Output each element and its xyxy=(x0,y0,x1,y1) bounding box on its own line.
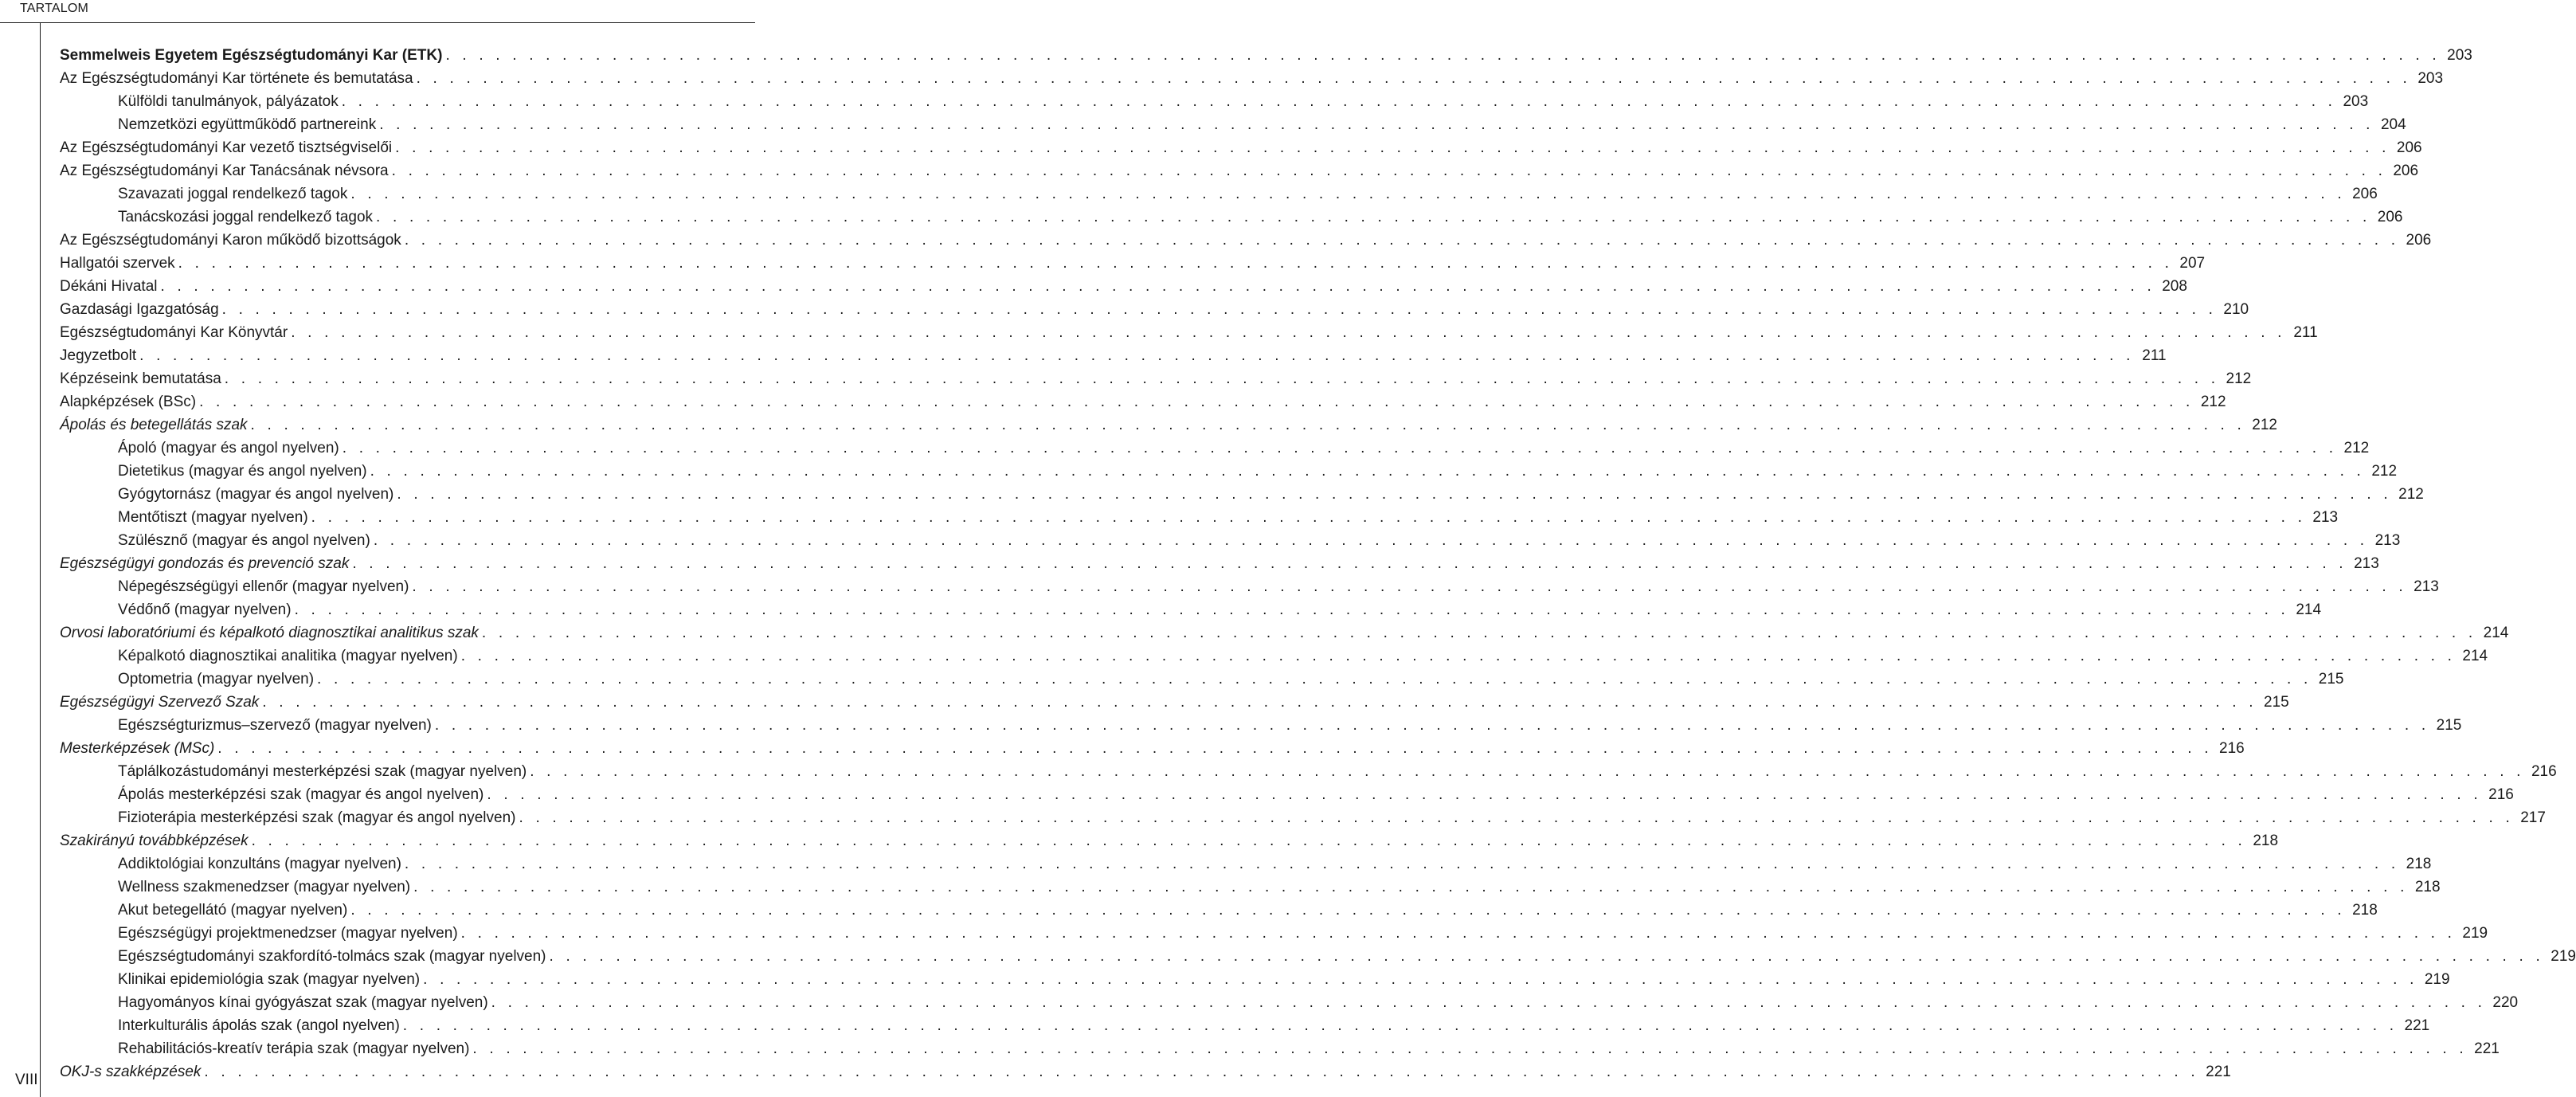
toc-entry-title: Az Egészségtudományi Kar Tanácsának névsora xyxy=(60,163,389,179)
toc-entry-title: Az Egészségtudományi Kar története és bemutatása xyxy=(60,70,413,87)
dot-leader: . . . . . . . . . . . . . . . . . . . . . . . . . . . . . . . . . . . . . . . . . . . . . . . . . . . . . . . . . . . . . . . . . . . . . . . . . . . . . . . . . . . . . . . . . . . . . . . . . . . . . . . . . . . . . . . . . . . . . . . . xyxy=(412,578,2407,595)
toc-entry-title: Dietetikus (magyar és angol nyelven) xyxy=(118,463,367,480)
toc-entry-page: 212 xyxy=(2226,370,2252,387)
dot-leader: . . . . . . . . . . . . . . . . . . . . . . . . . . . . . . . . . . . . . . . . . . . . . . . . . . . . . . . . . . . . . . . . . . . . . . . . . . . . . . . . . . . . . . . . . . . . . . . . . . . . . . . . . . . . . . . . . . . . . . . . xyxy=(250,417,2245,433)
toc-entry[interactable] xyxy=(60,44,2472,67)
dot-leader: . . . . . . . . . . . . . . . . . . . . . . . . . . . . . . . . . . . . . . . . . . . . . . . . . . . . . . . . . . . . . . . . . . . . . . . . . . . . . . . . . . . . . . . . . . . . . . . . . . . . . . . . . . . . . . . . . . . . . . . . xyxy=(487,786,2482,803)
toc-entry-title: Mesterképzések (MSc) xyxy=(60,740,215,757)
toc-entry[interactable] xyxy=(60,90,2369,113)
dot-leader: . . . . . . . . . . . . . . . . . . . . . . . . . . . . . . . . . . . . . . . . . . . . . . . . . . . . . . . . . . . . . . . . . . . . . . . . . . . . . . . . . . . . . . . . . . . . . . . . . . . . . . . . . . . . . . . . . . . . . . . . xyxy=(317,671,2312,688)
dot-leader: . . . . . . . . . . . . . . . . . . . . . . . . . . . . . . . . . . . . . . . . . . . . . . . . . . . . . . . . . . . . . . . . . . . . . . . . . . . . . . . . . . . . . . . . . . . . . . . . . . . . . . . . . . . . . . . . . . . . . . . . xyxy=(434,717,2430,734)
toc-entry-page: 221 xyxy=(2474,1040,2500,1057)
toc-entry-page: 206 xyxy=(2352,186,2378,202)
toc-entry-title: Interkulturális ápolás szak (angol nyelven) xyxy=(118,1017,400,1034)
toc-entry-page: 210 xyxy=(2223,301,2249,318)
section-header: TARTALOM xyxy=(20,2,89,15)
toc-entry-page: 203 xyxy=(2417,70,2444,87)
toc-entry-title: Optometria (magyar nyelven) xyxy=(118,671,315,688)
toc-entry-page: 218 xyxy=(2414,879,2441,895)
toc-entry[interactable] xyxy=(60,991,2519,1014)
toc-entry-title: Gyógytornász (magyar és angol nyelven) xyxy=(118,486,394,503)
toc-entry-page: 215 xyxy=(2436,717,2462,734)
dot-leader: . . . . . . . . . . . . . . . . . . . . . . . . . . . . . . . . . . . . . . . . . . . . . . . . . . . . . . . . . . . . . . . . . . . . . . . . . . . . . . . . . . . . . . . . . . . . . . . . . . . . . . . . . . . . . . . . . . . . . . . . xyxy=(350,186,2346,202)
toc-entry[interactable] xyxy=(60,806,2546,829)
toc-entry[interactable] xyxy=(60,206,2403,229)
toc-entry-title: Népegészségügyi ellenőr (magyar nyelven) xyxy=(118,578,409,595)
toc-entry[interactable] xyxy=(60,229,2432,252)
toc-entry[interactable] xyxy=(60,529,2401,552)
toc-entry-title: Szülésznő (magyar és angol nyelven) xyxy=(118,532,370,549)
toc-entry-title: Fizioterápia mesterképzési szak (magyar és angol nyelven) xyxy=(118,809,516,826)
toc-entry-title: Nemzetközi együttműködő partnereink xyxy=(118,116,377,133)
dot-leader: . . . . . . . . . . . . . . . . . . . . . . . . . . . . . . . . . . . . . . . . . . . . . . . . . . . . . . . . . . . . . . . . . . . . . . . . . . . . . . . . . . . . . . . . . . . . . . . . . . . . . . . . . . . . . . . . . . . . . . . . xyxy=(342,440,2338,456)
toc-entry-title: Az Egészségtudományi Kar vezető tisztségviselői xyxy=(60,139,393,156)
toc-entry[interactable] xyxy=(60,413,2277,437)
toc-entry-page: 219 xyxy=(2551,948,2576,965)
dot-leader: . . . . . . . . . . . . . . . . . . . . . . . . . . . . . . . . . . . . . . . . . . . . . . . . . . . . . . . . . . . . . . . . . . . . . . . . . . . . . . . . . . . . . . . . . . . . . . . . . . . . . . . . . . . . . . . . . . . . . . . . xyxy=(221,301,2218,318)
dot-leader: . . . . . . . . . . . . . . . . . . . . . . . . . . . . . . . . . . . . . . . . . . . . . . . . . . . . . . . . . . . . . . . . . . . . . . . . . . . . . . . . . . . . . . . . . . . . . . . . . . . . . . . . . . . . . . . . . . . . . . . . xyxy=(413,879,2409,895)
toc-entry[interactable] xyxy=(60,1060,2231,1083)
toc-entry-title: Egészségügyi gondozás és prevenció szak xyxy=(60,555,350,572)
toc-entry[interactable] xyxy=(60,644,2488,668)
dot-leader: . . . . . . . . . . . . . . . . . . . . . . . . . . . . . . . . . . . . . . . . . . . . . . . . . . . . . . . . . . . . . . . . . . . . . . . . . . . . . . . . . . . . . . . . . . . . . . . . . . . . . . . . . . . . . . . . . . . . . . . . xyxy=(376,209,2371,225)
dot-leader: . . . . . . . . . . . . . . . . . . . . . . . . . . . . . . . . . . . . . . . . . . . . . . . . . . . . . . . . . . . . . . . . . . . . . . . . . . . . . . . . . . . . . . . . . . . . . . . . . . . . . . . . . . . . . . . . . . . . . . . . xyxy=(224,370,2220,387)
toc-entry[interactable] xyxy=(60,852,2432,876)
toc-entry-page: 203 xyxy=(2447,47,2472,64)
page-number: VIII xyxy=(15,1072,38,1088)
dot-leader: . . . . . . . . . . . . . . . . . . . . . . . . . . . . . . . . . . . . . . . . . . . . . . . . . . . . . . . . . . . . . . . . . . . . . . . . . . . . . . . . . . . . . . . . . . . . . . . . . . . . . . . . . . . . . . . . . . . . . . . . xyxy=(294,601,2290,618)
dot-leader: . . . . . . . . . . . . . . . . . . . . . . . . . . . . . . . . . . . . . . . . . . . . . . . . . . . . . . . . . . . . . . . . . . . . . . . . . . . . . . . . . . . . . . . . . . . . . . . . . . . . . . . . . . . . . . . . . . . . . . . . xyxy=(472,1040,2468,1057)
toc-entry-title: Gazdasági Igazgatóság xyxy=(60,301,219,318)
toc-entry[interactable] xyxy=(60,437,2370,460)
toc-entry-title: Táplálkozástudományi mesterképzési szak (magyar nyelven) xyxy=(118,763,527,780)
toc-entry[interactable] xyxy=(60,668,2344,691)
dot-leader: . . . . . . . . . . . . . . . . . . . . . . . . . . . . . . . . . . . . . . . . . . . . . . . . . . . . . . . . . . . . . . . . . . . . . . . . . . . . . . . . . . . . . . . . . . . . . . . . . . . . . . . . . . . . . . . . . . . . . . . . xyxy=(423,971,2418,988)
dot-leader: . . . . . . . . . . . . . . . . . . . . . . . . . . . . . . . . . . . . . . . . . . . . . . . . . . . . . . . . . . . . . . . . . . . . . . . . . . . . . . . . . . . . . . . . . . . . . . . . . . . . . . . . . . . . . . . . . . . . . . . . xyxy=(352,555,2347,572)
toc-entry-title: Képalkotó diagnosztikai analitika (magyar nyelven) xyxy=(118,648,458,664)
toc-entry-title: Képzéseink bemutatása xyxy=(60,370,221,387)
toc-entry[interactable] xyxy=(60,899,2378,922)
toc-entry-page: 220 xyxy=(2492,994,2519,1011)
toc-entry[interactable] xyxy=(60,344,2167,367)
toc-entry-page: 211 xyxy=(2293,324,2318,341)
toc-entry-title: Rehabilitációs-kreatív terápia szak (magyar nyelven) xyxy=(118,1040,470,1057)
toc-entry-page: 219 xyxy=(2424,971,2450,988)
toc-entry[interactable] xyxy=(60,1037,2500,1060)
dot-leader: . . . . . . . . . . . . . . . . . . . . . . . . . . . . . . . . . . . . . . . . . . . . . . . . . . . . . . . . . . . . . . . . . . . . . . . . . . . . . . . . . . . . . . . . . . . . . . . . . . . . . . . . . . . . . . . . . . . . . . . . xyxy=(311,509,2307,526)
toc-entry[interactable] xyxy=(60,691,2289,714)
toc-entry-title: Egészségügyi projektmenedzser (magyar nyelven) xyxy=(118,925,458,942)
toc-entry-title: Az Egészségtudományi Karon működő bizottságok xyxy=(60,232,401,249)
toc-entry-title: Mentőtiszt (magyar nyelven) xyxy=(118,509,308,526)
toc-entry[interactable] xyxy=(60,252,2206,275)
dot-leader: . . . . . . . . . . . . . . . . . . . . . . . . . . . . . . . . . . . . . . . . . . . . . . . . . . . . . . . . . . . . . . . . . . . . . . . . . . . . . . . . . . . . . . . . . . . . . . . . . . . . . . . . . . . . . . . . . . . . . . . . xyxy=(481,625,2477,641)
toc-entry-page: 203 xyxy=(2343,93,2369,110)
toc-entry-title: Tanácskozási joggal rendelkező tagok xyxy=(118,209,374,225)
dot-leader: . . . . . . . . . . . . . . . . . . . . . . . . . . . . . . . . . . . . . . . . . . . . . . . . . . . . . . . . . . . . . . . . . . . . . . . . . . . . . . . . . . . . . . . . . . . . . . . . . . . . . . . . . . . . . . . . . . . . . . . . xyxy=(460,648,2457,664)
toc-entry[interactable] xyxy=(60,159,2419,182)
toc-entry-page: 218 xyxy=(2406,856,2432,872)
toc-entry-title: Dékáni Hivatal xyxy=(60,278,158,295)
toc-entry-title: Orvosi laboratóriumi és képalkotó diagnosztikai analitikus szak xyxy=(60,625,479,641)
dot-leader: . . . . . . . . . . . . . . . . . . . . . . . . . . . . . . . . . . . . . . . . . . . . . . . . . . . . . . . . . . . . . . . . . . . . . . . . . . . . . . . . . . . . . . . . . . . . . . . . . . . . . . . . . . . . . . . . . . . . . . . . xyxy=(445,47,2441,64)
toc-entry-page: 212 xyxy=(2252,417,2277,433)
dot-leader: . . . . . . . . . . . . . . . . . . . . . . . . . . . . . . . . . . . . . . . . . . . . . . . . . . . . . . . . . . . . . . . . . . . . . . . . . . . . . . . . . . . . . . . . . . . . . . . . . . . . . . . . . . . . . . . . . . . . . . . . xyxy=(139,347,2135,364)
toc-entry-page: 206 xyxy=(2393,163,2419,179)
toc-entry[interactable] xyxy=(60,113,2406,136)
toc-entry-title: Ápolás és betegellátás szak xyxy=(60,417,248,433)
toc-entry-page: 207 xyxy=(2179,255,2206,272)
toc-entry-page: 206 xyxy=(2406,232,2432,249)
dot-leader: . . . . . . . . . . . . . . . . . . . . . . . . . . . . . . . . . . . . . . . . . . . . . . . . . . . . . . . . . . . . . . . . . . . . . . . . . . . . . . . . . . . . . . . . . . . . . . . . . . . . . . . . . . . . . . . . . . . . . . . . xyxy=(395,139,2390,156)
toc-entry-page: 214 xyxy=(2483,625,2509,641)
dot-leader: . . . . . . . . . . . . . . . . . . . . . . . . . . . . . . . . . . . . . . . . . . . . . . . . . . . . . . . . . . . . . . . . . . . . . . . . . . . . . . . . . . . . . . . . . . . . . . . . . . . . . . . . . . . . . . . . . . . . . . . . xyxy=(379,116,2374,133)
toc-entry-title: Hallgatói szervek xyxy=(60,255,175,272)
toc-entry-page: 212 xyxy=(2200,394,2226,410)
toc-entry[interactable] xyxy=(60,460,2398,483)
toc-entry[interactable] xyxy=(60,876,2441,899)
dot-leader: . . . . . . . . . . . . . . . . . . . . . . . . . . . . . . . . . . . . . . . . . . . . . . . . . . . . . . . . . . . . . . . . . . . . . . . . . . . . . . . . . . . . . . . . . . . . . . . . . . . . . . . . . . . . . . . . . . . . . . . . xyxy=(341,93,2337,110)
toc-entry-page: 215 xyxy=(2318,671,2344,688)
header-rule xyxy=(0,22,755,23)
toc-entry-page: 208 xyxy=(2162,278,2187,295)
toc-entry-page: 213 xyxy=(2414,578,2439,595)
toc-entry-title: Szavazati joggal rendelkező tagok xyxy=(118,186,348,202)
toc-entry[interactable] xyxy=(60,67,2444,90)
toc-entry-page: 219 xyxy=(2462,925,2488,942)
toc-entry-title: Jegyzetbolt xyxy=(60,347,137,364)
dot-leader: . . . . . . . . . . . . . . . . . . . . . . . . . . . . . . . . . . . . . . . . . . . . . . . . . . . . . . . . . . . . . . . . . . . . . . . . . . . . . . . . . . . . . . . . . . . . . . . . . . . . . . . . . . . . . . . . . . . . . . . . xyxy=(391,163,2387,179)
toc-entry-title: Egészségtudományi szakfordító-tolmács szak (magyar nyelven) xyxy=(118,948,546,965)
toc-entry-title: OKJ-s szakképzések xyxy=(60,1064,202,1080)
toc-entry-title: Egészségtudományi Kar Könyvtár xyxy=(60,324,288,341)
toc-entry[interactable] xyxy=(60,945,2576,968)
dot-leader: . . . . . . . . . . . . . . . . . . . . . . . . . . . . . . . . . . . . . . . . . . . . . . . . . . . . . . . . . . . . . . . . . . . . . . . . . . . . . . . . . . . . . . . . . . . . . . . . . . . . . . . . . . . . . . . . . . . . . . . . xyxy=(402,1017,2398,1034)
toc-entry-page: 212 xyxy=(2371,463,2398,480)
dot-leader: . . . . . . . . . . . . . . . . . . . . . . . . . . . . . . . . . . . . . . . . . . . . . . . . . . . . . . . . . . . . . . . . . . . . . . . . . . . . . . . . . . . . . . . . . . . . . . . . . . . . . . . . . . . . . . . . . . . . . . . . xyxy=(460,925,2457,942)
toc-entry-title: Szakirányú továbbképzések xyxy=(60,833,249,849)
toc-entry-page: 214 xyxy=(2462,648,2488,664)
toc-entry-page: 216 xyxy=(2219,740,2245,757)
dot-leader: . . . . . . . . . . . . . . . . . . . . . . . . . . . . . . . . . . . . . . . . . . . . . . . . . . . . . . . . . . . . . . . . . . . . . . . . . . . . . . . . . . . . . . . . . . . . . . . . . . . . . . . . . . . . . . . . . . . . . . . . xyxy=(370,463,2366,480)
toc-entry[interactable] xyxy=(60,298,2249,321)
toc-entry[interactable] xyxy=(60,506,2339,529)
toc-entry[interactable] xyxy=(60,621,2509,644)
toc-entry-page: 213 xyxy=(2354,555,2379,572)
toc-entry[interactable] xyxy=(60,182,2378,206)
toc-entry[interactable] xyxy=(60,829,2279,852)
toc-entry-title: Egészségturizmus–szervező (magyar nyelven) xyxy=(118,717,432,734)
dot-leader: . . . . . . . . . . . . . . . . . . . . . . . . . . . . . . . . . . . . . . . . . . . . . . . . . . . . . . . . . . . . . . . . . . . . . . . . . . . . . . . . . . . . . . . . . . . . . . . . . . . . . . . . . . . . . . . . . . . . . . . . xyxy=(519,809,2514,826)
toc-entry[interactable] xyxy=(60,922,2488,945)
dot-leader: . . . . . . . . . . . . . . . . . . . . . . . . . . . . . . . . . . . . . . . . . . . . . . . . . . . . . . . . . . . . . . . . . . . . . . . . . . . . . . . . . . . . . . . . . . . . . . . . . . . . . . . . . . . . . . . . . . . . . . . . xyxy=(291,324,2286,341)
toc-entry[interactable] xyxy=(60,390,2226,413)
toc-entry[interactable] xyxy=(60,275,2187,298)
dot-leader: . . . . . . . . . . . . . . . . . . . . . . . . . . . . . . . . . . . . . . . . . . . . . . . . . . . . . . . . . . . . . . . . . . . . . . . . . . . . . . . . . . . . . . . . . . . . . . . . . . . . . . . . . . . . . . . . . . . . . . . . xyxy=(404,856,2400,872)
toc-entry-page: 204 xyxy=(2380,116,2406,133)
toc-entry-page: 212 xyxy=(2398,486,2424,503)
toc-entry[interactable] xyxy=(60,783,2514,806)
dot-leader: . . . . . . . . . . . . . . . . . . . . . . . . . . . . . . . . . . . . . . . . . . . . . . . . . . . . . . . . . . . . . . . . . . . . . . . . . . . . . . . . . . . . . . . . . . . . . . . . . . . . . . . . . . . . . . . . . . . . . . . . xyxy=(373,532,2369,549)
dot-leader: . . . . . . . . . . . . . . . . . . . . . . . . . . . . . . . . . . . . . . . . . . . . . . . . . . . . . . . . . . . . . . . . . . . . . . . . . . . . . . . . . . . . . . . . . . . . . . . . . . . . . . . . . . . . . . . . . . . . . . . . xyxy=(251,833,2247,849)
dot-leader: . . . . . . . . . . . . . . . . . . . . . . . . . . . . . . . . . . . . . . . . . . . . . . . . . . . . . . . . . . . . . . . . . . . . . . . . . . . . . . . . . . . . . . . . . . . . . . . . . . . . . . . . . . . . . . . . . . . . . . . . xyxy=(262,694,2257,711)
toc-entry-page: 218 xyxy=(2253,833,2279,849)
dot-leader: . . . . . . . . . . . . . . . . . . . . . . . . . . . . . . . . . . . . . . . . . . . . . . . . . . . . . . . . . . . . . . . . . . . . . . . . . . . . . . . . . . . . . . . . . . . . . . . . . . . . . . . . . . . . . . . . . . . . . . . . xyxy=(178,255,2174,272)
dot-leader: . . . . . . . . . . . . . . . . . . . . . . . . . . . . . . . . . . . . . . . . . . . . . . . . . . . . . . . . . . . . . . . . . . . . . . . . . . . . . . . . . . . . . . . . . . . . . . . . . . . . . . . . . . . . . . . . . . . . . . . . xyxy=(217,740,2213,757)
toc-entry-title: Hagyományos kínai gyógyászat szak (magyar nyelven) xyxy=(118,994,488,1011)
toc-entry-page: 215 xyxy=(2264,694,2289,711)
toc-entry[interactable] xyxy=(60,1014,2430,1037)
dot-leader: . . . . . . . . . . . . . . . . . . . . . . . . . . . . . . . . . . . . . . . . . . . . . . . . . . . . . . . . . . . . . . . . . . . . . . . . . . . . . . . . . . . . . . . . . . . . . . . . . . . . . . . . . . . . . . . . . . . . . . . . xyxy=(204,1064,2199,1080)
margin-rule xyxy=(40,22,41,1097)
toc-entry-title: Ápolás mesterképzési szak (magyar és angol nyelven) xyxy=(118,786,484,803)
dot-leader: . . . . . . . . . . . . . . . . . . . . . . . . . . . . . . . . . . . . . . . . . . . . . . . . . . . . . . . . . . . . . . . . . . . . . . . . . . . . . . . . . . . . . . . . . . . . . . . . . . . . . . . . . . . . . . . . . . . . . . . . xyxy=(404,232,2400,249)
dot-leader: . . . . . . . . . . . . . . . . . . . . . . . . . . . . . . . . . . . . . . . . . . . . . . . . . . . . . . . . . . . . . . . . . . . . . . . . . . . . . . . . . . . . . . . . . . . . . . . . . . . . . . . . . . . . . . . . . . . . . . . . xyxy=(530,763,2525,780)
toc-entry-page: 214 xyxy=(2296,601,2322,618)
toc-entry[interactable] xyxy=(60,968,2450,991)
toc-entry-page: 213 xyxy=(2374,532,2401,549)
dot-leader: . . . . . . . . . . . . . . . . . . . . . . . . . . . . . . . . . . . . . . . . . . . . . . . . . . . . . . . . . . . . . . . . . . . . . . . . . . . . . . . . . . . . . . . . . . . . . . . . . . . . . . . . . . . . . . . . . . . . . . . . xyxy=(160,278,2155,295)
toc-entry[interactable] xyxy=(60,136,2422,159)
toc-entry-title: Addiktológiai konzultáns (magyar nyelven) xyxy=(118,856,401,872)
toc-entry[interactable] xyxy=(60,552,2379,575)
toc-entry[interactable] xyxy=(60,737,2245,760)
toc-entry-page: 217 xyxy=(2520,809,2546,826)
toc-entry-page: 216 xyxy=(2531,763,2557,780)
toc-entry-page: 206 xyxy=(2396,139,2422,156)
dot-leader: . . . . . . . . . . . . . . . . . . . . . . . . . . . . . . . . . . . . . . . . . . . . . . . . . . . . . . . . . . . . . . . . . . . . . . . . . . . . . . . . . . . . . . . . . . . . . . . . . . . . . . . . . . . . . . . . . . . . . . . . xyxy=(416,70,2412,87)
toc-entry[interactable] xyxy=(60,575,2439,598)
toc-entry-title: Wellness szakmenedzser (magyar nyelven) xyxy=(118,879,411,895)
dot-leader: . . . . . . . . . . . . . . . . . . . . . . . . . . . . . . . . . . . . . . . . . . . . . . . . . . . . . . . . . . . . . . . . . . . . . . . . . . . . . . . . . . . . . . . . . . . . . . . . . . . . . . . . . . . . . . . . . . . . . . . . xyxy=(549,948,2544,965)
toc-entry-page: 216 xyxy=(2488,786,2514,803)
dot-leader: . . . . . . . . . . . . . . . . . . . . . . . . . . . . . . . . . . . . . . . . . . . . . . . . . . . . . . . . . . . . . . . . . . . . . . . . . . . . . . . . . . . . . . . . . . . . . . . . . . . . . . . . . . . . . . . . . . . . . . . . xyxy=(350,902,2346,919)
toc-entry-title: Egészségügyi Szervező Szak xyxy=(60,694,260,711)
toc-entry-title: Ápoló (magyar és angol nyelven) xyxy=(118,440,339,456)
toc-entry-title: Külföldi tanulmányok, pályázatok xyxy=(118,93,339,110)
dot-leader: . . . . . . . . . . . . . . . . . . . . . . . . . . . . . . . . . . . . . . . . . . . . . . . . . . . . . . . . . . . . . . . . . . . . . . . . . . . . . . . . . . . . . . . . . . . . . . . . . . . . . . . . . . . . . . . . . . . . . . . . xyxy=(199,394,2194,410)
toc-entry[interactable] xyxy=(60,367,2252,390)
toc-entry-page: 211 xyxy=(2142,347,2167,364)
toc-entry-page: 218 xyxy=(2352,902,2378,919)
dot-leader: . . . . . . . . . . . . . . . . . . . . . . . . . . . . . . . . . . . . . . . . . . . . . . . . . . . . . . . . . . . . . . . . . . . . . . . . . . . . . . . . . . . . . . . . . . . . . . . . . . . . . . . . . . . . . . . . . . . . . . . . xyxy=(491,994,2487,1011)
dot-leader: . . . . . . . . . . . . . . . . . . . . . . . . . . . . . . . . . . . . . . . . . . . . . . . . . . . . . . . . . . . . . . . . . . . . . . . . . . . . . . . . . . . . . . . . . . . . . . . . . . . . . . . . . . . . . . . . . . . . . . . . xyxy=(397,486,2392,503)
toc-entry[interactable] xyxy=(60,483,2424,506)
toc-entry-page: 206 xyxy=(2377,209,2403,225)
toc-entry-title: Akut betegellátó (magyar nyelven) xyxy=(118,902,348,919)
toc-entry-page: 213 xyxy=(2312,509,2339,526)
toc-entry[interactable] xyxy=(60,321,2318,344)
toc-entry-title: Védőnő (magyar nyelven) xyxy=(118,601,292,618)
toc-entry-page: 221 xyxy=(2206,1064,2231,1080)
toc-entry[interactable] xyxy=(60,598,2322,621)
toc-entry[interactable] xyxy=(60,714,2462,737)
table-of-contents xyxy=(60,44,2576,1083)
toc-entry-page: 212 xyxy=(2343,440,2370,456)
toc-entry-page: 221 xyxy=(2404,1017,2430,1034)
toc-entry-title: Semmelweis Egyetem Egészségtudományi Kar (ETK) xyxy=(60,47,443,64)
toc-entry-title: Alapképzések (BSc) xyxy=(60,394,197,410)
toc-entry[interactable] xyxy=(60,760,2557,783)
toc-entry-title: Klinikai epidemiológia szak (magyar nyelven) xyxy=(118,971,421,988)
